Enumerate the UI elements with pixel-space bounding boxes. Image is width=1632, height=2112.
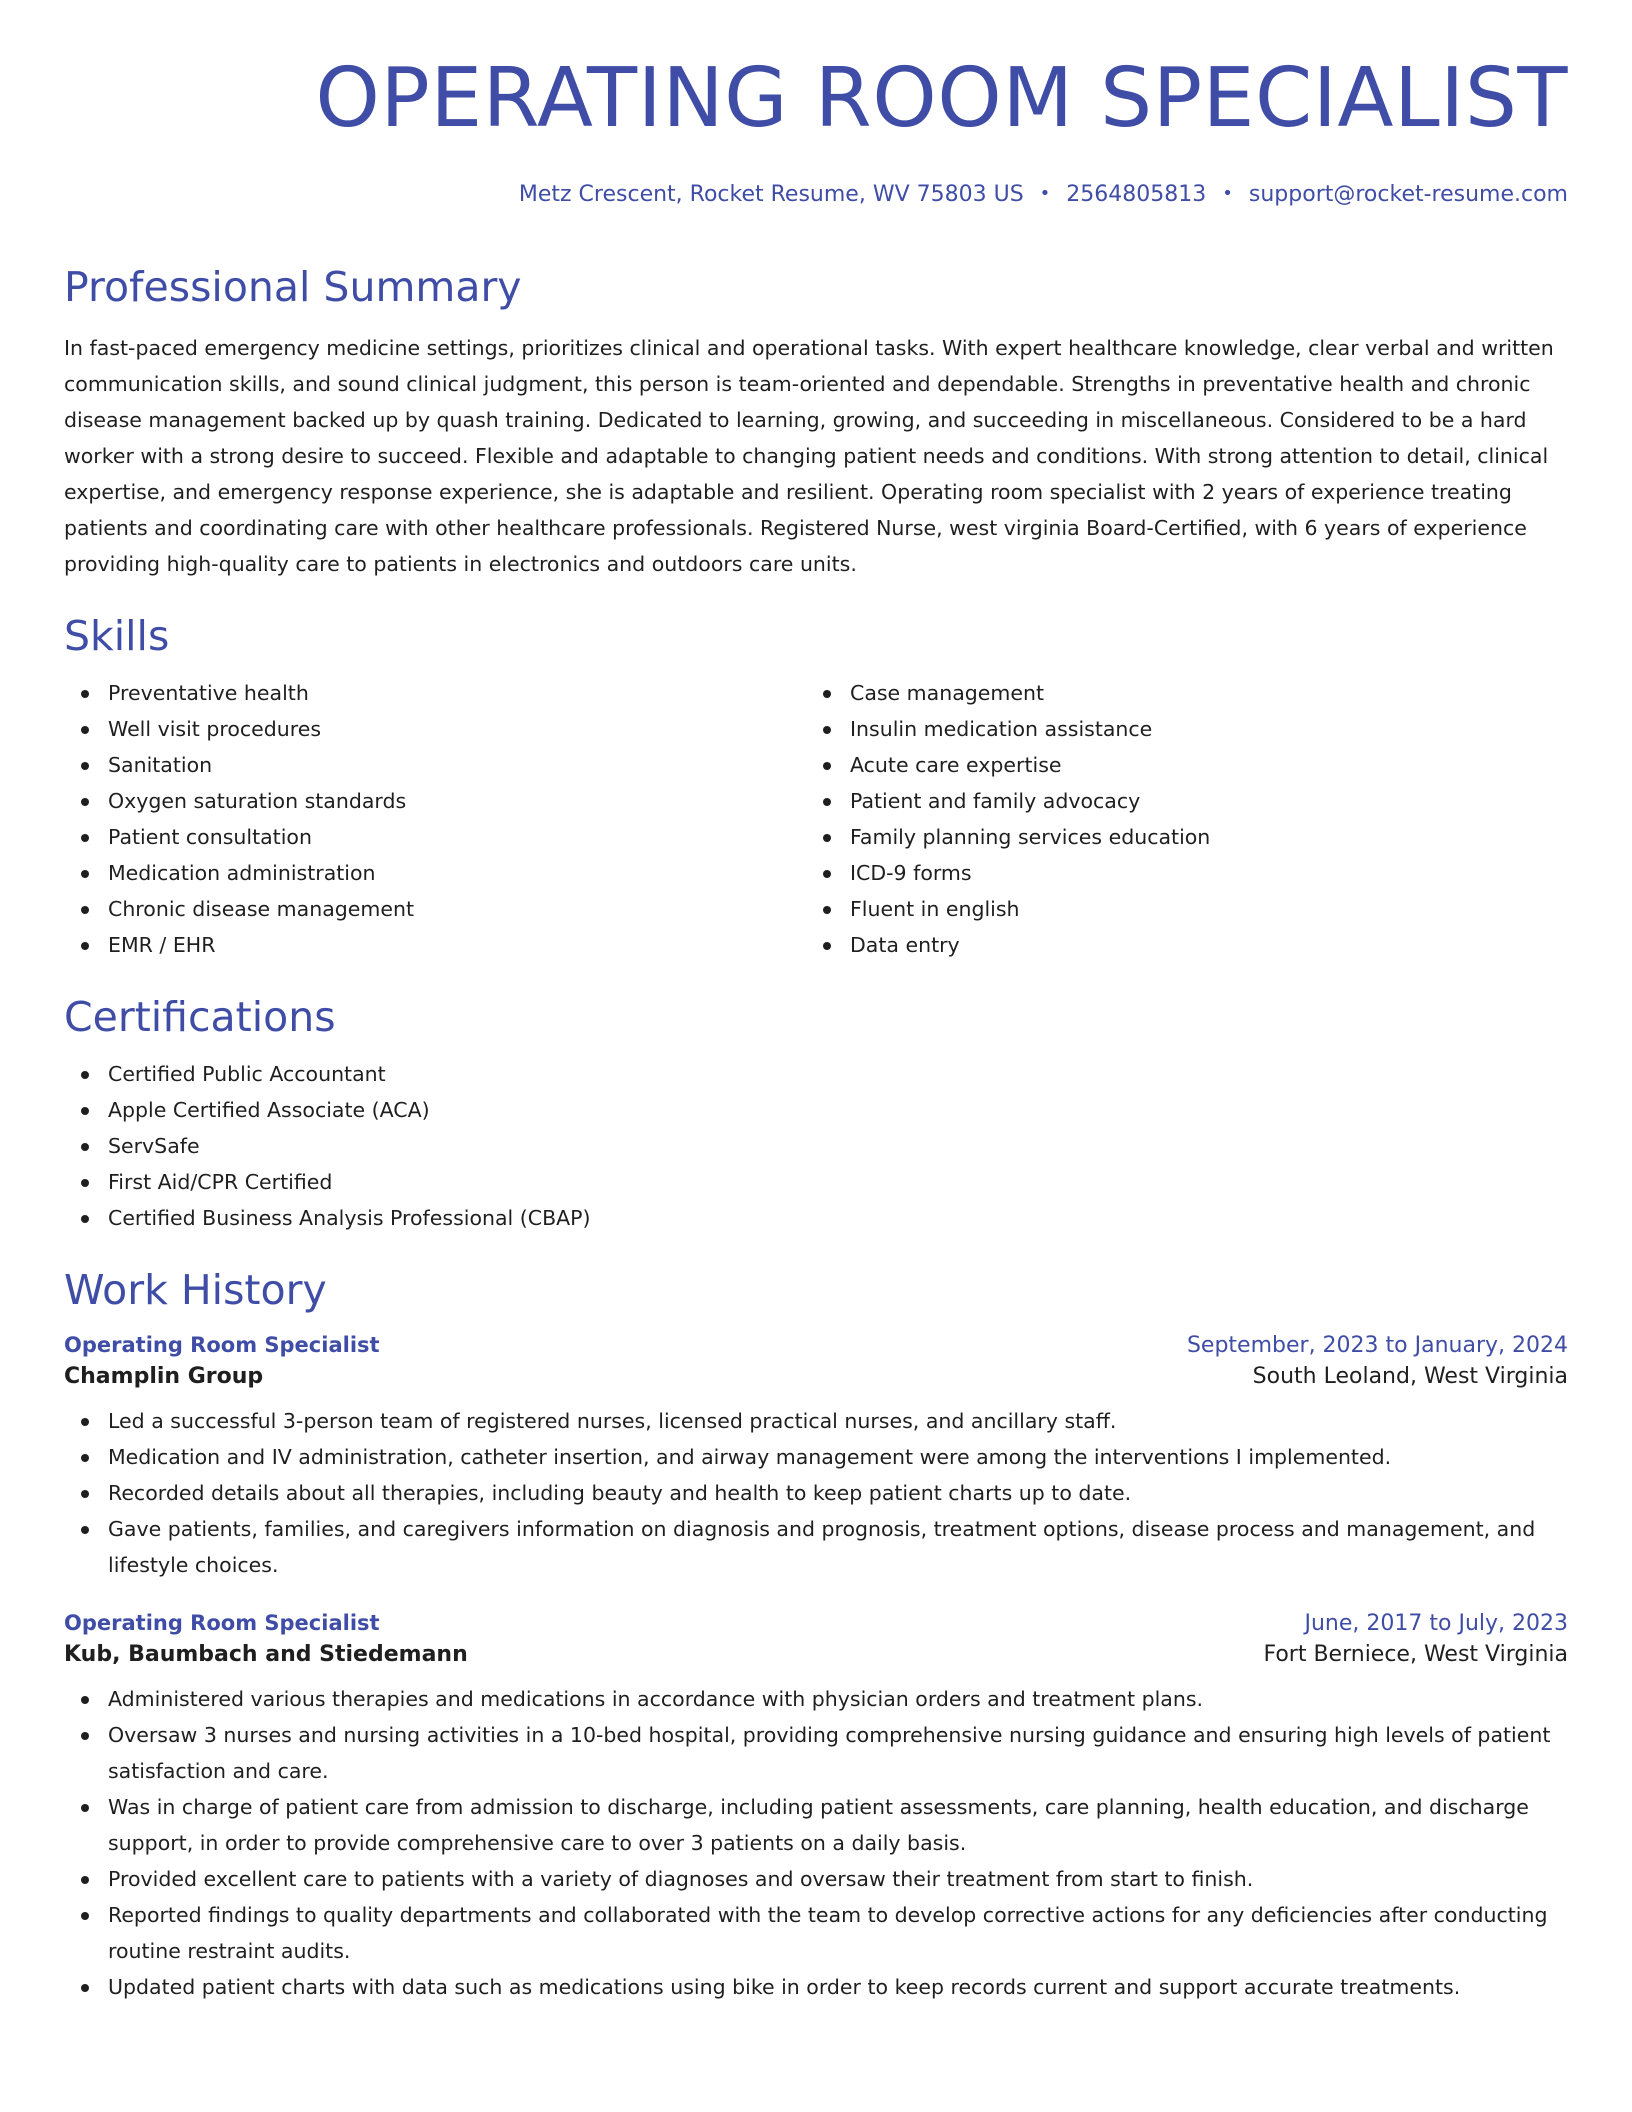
contact-email[interactable]: support@rocket-resume.com (1248, 182, 1568, 207)
skill-item: Acute care expertise (806, 747, 1548, 783)
skills-title: Skills (64, 612, 170, 660)
contact-separator: • (1039, 183, 1051, 204)
skill-item: Data entry (806, 927, 1548, 963)
job-location: Fort Berniece, West Virginia (1263, 1642, 1568, 1667)
skill-item: Patient and family advocacy (806, 783, 1548, 819)
resume-page (64, 0, 1568, 2005)
skill-item: Chronic disease management (64, 891, 806, 927)
skills-list-left (64, 675, 806, 963)
certifications-section (64, 993, 1568, 1236)
skill-item: ICD-9 forms (806, 855, 1548, 891)
certifications-list (64, 1056, 1568, 1236)
job-bullet: Recorded details about all therapies, including beauty and health to keep patient charts up to date. (64, 1475, 1568, 1511)
skill-item: Sanitation (64, 747, 806, 783)
skill-item: Preventative health (64, 675, 806, 711)
job-title-row (64, 1333, 1568, 1358)
summary-title: Professional Summary (64, 263, 522, 311)
certifications-title: Certifications (64, 993, 336, 1041)
certification-item: First Aid/CPR Certified (64, 1164, 1568, 1200)
skill-item: Oxygen saturation standards (64, 783, 806, 819)
job-bullet: Led a successful 3-person team of registered nurses, licensed practical nurses, and ancillary staff. (64, 1403, 1568, 1439)
job-bullets (64, 1403, 1568, 1583)
skills-columns (64, 675, 1568, 963)
work-history-section (64, 1266, 1568, 2005)
job-dates: September, 2023 to January, 2024 (1186, 1333, 1568, 1358)
skill-item: EMR / EHR (64, 927, 806, 963)
summary-section (64, 263, 1568, 582)
job-bullet: Updated patient charts with data such as medications using bike in order to keep records current and support accurate treatments. (64, 1969, 1568, 2005)
job-title-row (64, 1611, 1568, 1636)
skills-section (64, 612, 1568, 963)
job-company: Kub, Baumbach and Stiedemann (64, 1642, 468, 1667)
job-dates: June, 2017 to July, 2023 (1304, 1611, 1568, 1636)
skills-list-right (806, 675, 1548, 963)
candidate-name: OPERATING ROOM SPECIALIST (315, 51, 1568, 146)
resume-header (64, 0, 1568, 207)
job-entry (64, 1333, 1568, 1583)
job-bullet: Was in charge of patient care from admission to discharge, including patient assessments, care planning, health education, and discharge support, in order to provide comprehensive care to over 3 patients on a daily basis. (64, 1789, 1568, 1861)
job-bullet: Administered various therapies and medications in accordance with physician orders and treatment plans. (64, 1681, 1568, 1717)
skill-item: Patient consultation (64, 819, 806, 855)
job-bullet: Medication and IV administration, catheter insertion, and airway management were among the interventions I implemented. (64, 1439, 1568, 1475)
job-location: South Leoland, West Virginia (1252, 1364, 1568, 1389)
certification-item: ServSafe (64, 1128, 1568, 1164)
job-bullet: Provided excellent care to patients with a variety of diagnoses and oversaw their treatment from start to finish. (64, 1861, 1568, 1897)
job-company-row (64, 1364, 1568, 1389)
skill-item: Case management (806, 675, 1548, 711)
job-bullet: Reported findings to quality departments and collaborated with the team to develop corrective actions for any deficiencies after conducting routine restraint audits. (64, 1897, 1568, 1969)
certification-item: Certified Public Accountant (64, 1056, 1568, 1092)
job-bullet: Oversaw 3 nurses and nursing activities in a 10-bed hospital, providing comprehensive nursing guidance and ensuring high levels of patient satisfaction and care. (64, 1717, 1568, 1789)
job-bullets (64, 1681, 1568, 2005)
skill-item: Family planning services education (806, 819, 1548, 855)
job-company: Champlin Group (64, 1364, 264, 1389)
job-entry (64, 1611, 1568, 2005)
skill-item: Medication administration (64, 855, 806, 891)
certification-item: Apple Certified Associate (ACA) (64, 1092, 1568, 1128)
summary-text: In fast-paced emergency medicine settings, prioritizes clinical and operational tasks. With expert healthcare knowledge, clear verbal and written communication skills, and sound clinical judgment, this person is team-oriented and dependable. Strengths in preventative health and chronic disease management backed up by quash training. Dedicated to learning, growing, and succeeding in miscellaneous. Considered to be a hard worker with a strong desire to succeed. Flexible and adaptable to changing patient needs and conditions. With strong attention to detail, clinical expertise, and emergency response experience, she is adaptable and resilient. Operating room specialist with 2 years of experience treating patients and coordinating care with other healthcare professionals. Registered Nurse, west virginia Board-Certified, with 6 years of experience providing high-quality care to patients in electronics and outdoors care units. (64, 336, 1554, 576)
contact-line (64, 182, 1568, 207)
work-history-title: Work History (64, 1266, 327, 1314)
contact-separator: • (1222, 183, 1233, 204)
contact-address: Metz Crescent, Rocket Resume, WV 75803 US (518, 182, 1024, 207)
contact-phone: 2564805813 (1066, 182, 1207, 207)
skill-item: Insulin medication assistance (806, 711, 1548, 747)
job-title: Operating Room Specialist (64, 1333, 380, 1357)
certification-item: Certified Business Analysis Professional (CBAP) (64, 1200, 1568, 1236)
job-company-row (64, 1642, 1568, 1667)
job-bullet: Gave patients, families, and caregivers information on diagnosis and prognosis, treatment options, disease process and management, and lifestyle choices. (64, 1511, 1568, 1583)
skill-item: Fluent in english (806, 891, 1548, 927)
job-title: Operating Room Specialist (64, 1611, 380, 1635)
skill-item: Well visit procedures (64, 711, 806, 747)
